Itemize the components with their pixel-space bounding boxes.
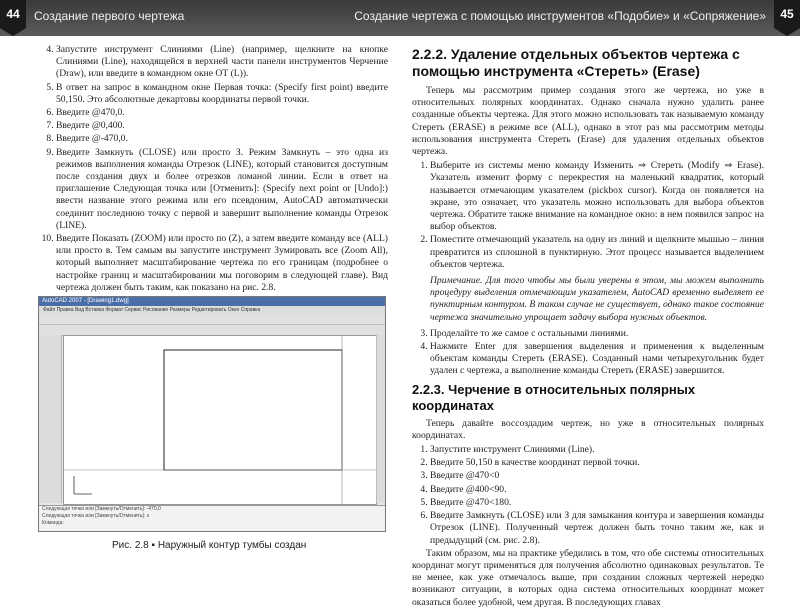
list-item: 6. Введите @470,0. bbox=[56, 107, 388, 119]
drawing-svg bbox=[64, 336, 376, 504]
list-item: 3. Введите @470<0 bbox=[430, 470, 764, 482]
list-item: 7. Введите @0,400. bbox=[56, 120, 388, 132]
erase-steps-list-continued bbox=[412, 328, 764, 378]
drawing-canvas bbox=[63, 335, 377, 505]
note-block: Примечание. Для того чтобы мы были уверены в этом, мы можем выполнить процедуру выделения отмечающим указателем, AutoCAD временно выделяет ее пунктирным контуром. В таком случае не существует, однако такое состояние чертежа значительно упрощает задачу выбора нужных объектов. bbox=[430, 275, 764, 323]
list-item: 5. Введите @470<180. bbox=[430, 497, 764, 509]
app-toolbar bbox=[39, 314, 385, 325]
app-menu-bar: Файл Правка Вид Вставка Формат Сервис Рисование Размеры Редактировать Окно Справка bbox=[39, 306, 385, 314]
command-line: Следующая точка или [Замкнуть/Отменить]: з bbox=[42, 513, 149, 519]
paragraph: Теперь давайте воссоздадим чертеж, но уже в относительных полярных координатах. bbox=[412, 417, 764, 441]
page-header bbox=[0, 0, 800, 36]
left-running-title: Создание первого чертежа bbox=[34, 9, 185, 23]
draw-toolbar bbox=[39, 335, 62, 503]
cabinet-outline bbox=[164, 350, 342, 470]
app-title-bar: AutoCAD 2007 - [Drawing1.dwg] bbox=[39, 297, 385, 306]
list-item: 1. Выберите из системы меню команду Изменить ⇒ Стереть (Modify ⇒ Erase). Указатель изменит форму с перекрестия на маленький квадратик, который называется отмечающим указателем (pickbox cursor). Когда он появляется на экране, это означает, что указатель можно использовать для выбора объектов чертежа. Обратите также внимание на командное окно: в нем появился запрос на выбор объектов. bbox=[430, 160, 764, 233]
right-column bbox=[412, 44, 764, 611]
list-item: 6. Введите Замкнуть (CLOSE) или З для замыкания контура и завершения команды Отрезок (LINE). Полученный чертеж должен быть точно таким же, как и предыдущий (см. рис. 2.8). bbox=[430, 510, 764, 547]
command-window bbox=[39, 505, 385, 531]
list-item: 4. Введите @400<90. bbox=[430, 484, 764, 496]
list-item: 2. Введите 50,150 в качестве координат первой точки. bbox=[430, 457, 764, 469]
polar-steps-list bbox=[412, 444, 764, 547]
modify-toolbar bbox=[376, 335, 385, 503]
list-item: 1. Запустите инструмент Слиниями (Line). bbox=[430, 444, 764, 456]
left-page-number: 44 bbox=[6, 7, 20, 21]
paragraph: Таким образом, мы на практике убедились в том, что обе системы относительных координат могут применяться для получения абсолютно одинаковых результатов. Те не менее, как уже отмечалось выше, при создании сложных чертежей нередко возникают ситуации, в которых одна система относительных координат может оказаться более удобной, чем другая. В последующих главах bbox=[412, 547, 764, 608]
erase-steps-list bbox=[412, 160, 764, 271]
list-item: 8. Введите @-470,0. bbox=[56, 133, 388, 145]
list-item: 4. Нажмите Enter для завершения выделения и применения к выделенным объектам команды Стереть (ERASE). Созданный нами четырехугольник будет удален с чертежа, а выполнение команды Стереть (ERASE) завершится. bbox=[430, 341, 764, 378]
section-heading-2-2-2: 2.2.2. Удаление отдельных объектов чертежа с помощью инструмента «Стереть» (Erase) bbox=[412, 46, 740, 79]
list-item: 10. Введите Показать (ZOOM) или просто по (Z), а затем введите команду все (ALL) или просто в. Тем самым вы запустите инструмент Зумировать все (Zoom All), который выполняет масштабирование чертежа по его границам (подробнее о настройке границ и масштабировании мы поговорим в следующей главе). Вид чертежа должен быть таким, как показано на рис. 2.8. bbox=[56, 233, 388, 294]
section-heading-2-2-3: 2.2.3. Черчение в относительных полярных координатах bbox=[412, 381, 696, 413]
right-page-number: 45 bbox=[780, 7, 794, 21]
list-item: 4. Запустите инструмент Слиниями (Line) (например, щелкните на кнопке Слиниями (Line), находящейся в верхней части панели инструментов Черчение (Draw), или введите в командном окне ОТ (L)). bbox=[56, 44, 388, 81]
right-tab-arrow bbox=[774, 28, 800, 36]
list-item: 5. В ответ на запрос в командном окне Первая точка: (Specify first point) введите 50,150. Это абсолютные декартовы координаты первой точки. bbox=[56, 82, 388, 106]
left-tab-arrow bbox=[0, 28, 26, 36]
command-line: Следующая точка или [Замкнуть/Отменить]: -470,0 bbox=[42, 506, 161, 512]
left-column bbox=[38, 44, 388, 295]
list-item: 9. Введите Замкнуть (CLOSE) или просто З. Режим Замкнуть – это одна из режимов выполнения команды Отрезок (LINE), который становится доступным после создания двух и более отрезков ломаной линии. Если в ответ на приглашение Следующая точка или [Отменить]: (Specify next point or [Undo]:) ввести название этого режима или его псевдоним, AutoCAD автоматически соединит последнюю точку с первой и завершит выполнение команды Отрезок (LINE). bbox=[56, 147, 388, 232]
figure-caption: Рис. 2.8 ▪ Наружный контур тумбы создан bbox=[112, 540, 307, 551]
command-line: Команда: bbox=[42, 520, 64, 526]
paragraph: Теперь мы рассмотрим пример создания этого же чертежа, но уже в относительных полярных координатах. Однако сначала нужно удалить ранее созданные объекты чертежа. Для этого можно использовать так называемую команду Стереть (ERASE) в режиме все (ALL), однако в этот раз мы рассмотрим методы использования инструмента Стереть (Erase) для удаления отдельных объектов чертежа. bbox=[412, 85, 764, 158]
list-item: 3. Проделайте то же самое с остальными линиями. bbox=[430, 328, 764, 340]
left-steps-list bbox=[38, 44, 388, 294]
list-item: 2. Поместите отмечающий указатель на одну из линий и щелкните мышью – линия превратится из сплошной в пунктирную. Этот процесс называется выделением объектов чертежа. bbox=[430, 234, 764, 271]
right-running-title: Создание чертежа с помощью инструментов «Подобие» и «Сопряжение» bbox=[354, 9, 766, 23]
autocad-screenshot bbox=[38, 296, 386, 532]
